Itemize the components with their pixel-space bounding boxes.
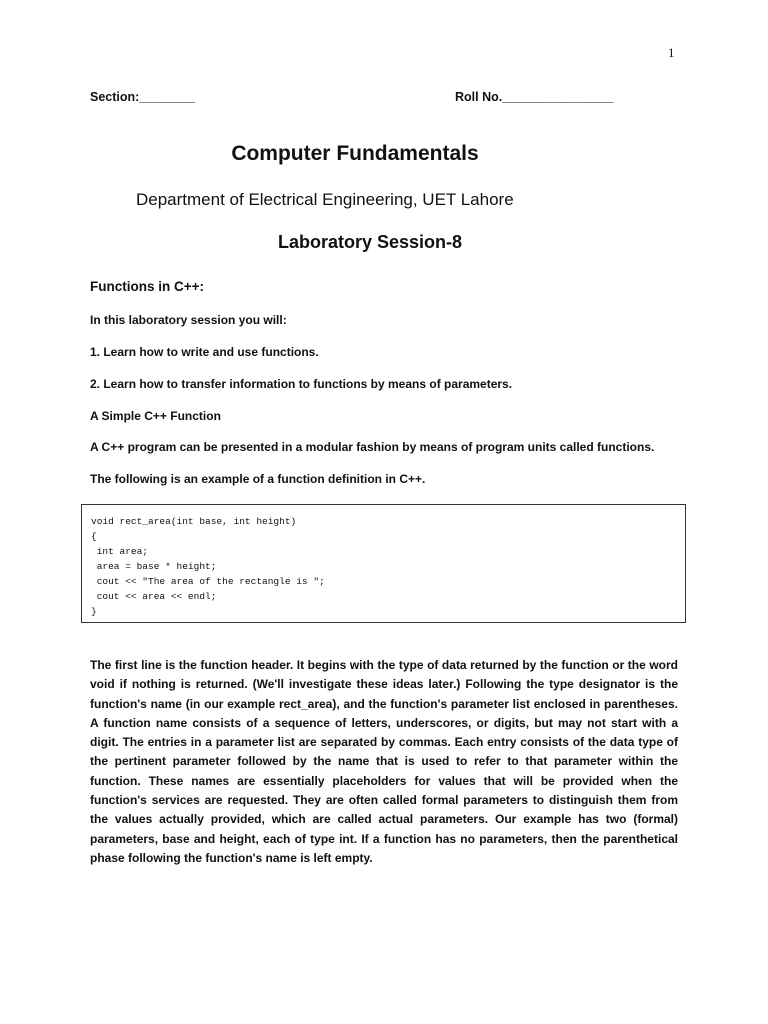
session-title: Laboratory Session-8 <box>277 232 463 252</box>
code-line: cout << area << endl; <box>91 591 217 602</box>
intro-text: In this laboratory session you will: <box>90 313 287 327</box>
objective-item-2: 2. Learn how to transfer information to functions by means of parameters. <box>90 377 513 391</box>
code-line: int area; <box>91 546 149 557</box>
section-field-label: Section:________ <box>90 90 195 104</box>
explanation-paragraph: The first line is the function header. It begins with the type of data returned by the function or the word void if nothing is returned. (We'll investigate these ideas later.) Following the type designator is the function's name (in our example rect_area), and the function's parameter list enclosed in parentheses. A function name consists of a sequence of letters, underscores, or digits, but may not start with a digit. The entries in a parameter list are separated by commas. Each entry consists of the data type of the pertinent parameter followed by the name that is used to refer to that parameter within the function. These names are essentially placeholders for values that will be provided when the function's services are requested. They are often called formal parameters to distinguish them from the values actually provided, which are called actual parameters. Our example has two (formal) parameters, base and height, each of type int. If a function has no parameters, then the parenthetical phase following the function's name is left empty. <box>90 658 678 865</box>
roll-number-field-label: Roll No.________________ <box>455 90 614 104</box>
page-number: 1 <box>668 45 675 60</box>
modular-text: A C++ program can be presented in a modular fashion by means of program units called functions. <box>90 440 655 454</box>
code-example-box <box>81 504 686 623</box>
code-line: { <box>91 531 97 542</box>
objective-item-1: 1. Learn how to write and use functions. <box>90 345 319 359</box>
code-line: area = base * height; <box>91 561 217 572</box>
code-line: cout << "The area of the rectangle is "; <box>91 576 325 587</box>
subheading-simple-function: A Simple C++ Function <box>90 409 221 423</box>
department-name: Department of Electrical Engineering, UET Lahore <box>136 190 514 209</box>
code-line: } <box>91 606 97 617</box>
document-title: Computer Fundamentals <box>231 142 479 165</box>
code-line: void rect_area(int base, int height) <box>91 516 297 527</box>
section-heading-functions: Functions in C++: <box>90 279 205 294</box>
example-intro-text: The following is an example of a function definition in C++. <box>90 472 426 486</box>
